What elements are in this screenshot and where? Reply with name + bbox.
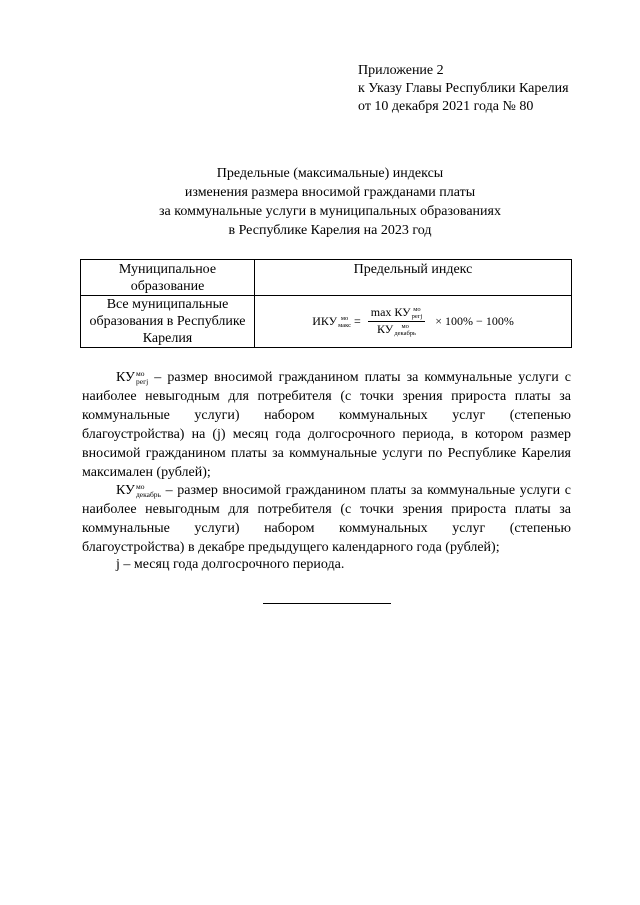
formula-den-sup: мо <box>401 323 409 331</box>
formula-numerator <box>368 306 426 322</box>
formula-num-scripts <box>412 306 423 320</box>
index-formula <box>312 306 514 338</box>
header-limit-index: Предельный индекс <box>255 260 572 296</box>
definition-1 <box>82 368 571 482</box>
def2-sup: мо <box>135 481 145 491</box>
appendix-header <box>358 62 569 116</box>
appendix-line-1: Приложение 2 <box>358 63 444 78</box>
formula-den-sub: декабрь <box>394 330 416 338</box>
header-municipality: Муниципальное образование <box>81 260 255 296</box>
document-title <box>100 164 560 240</box>
def2-symbol-group <box>116 483 161 498</box>
formula-equals: = <box>353 314 361 328</box>
cell-municipality: Все муниципальные образования в Республике Карелия <box>81 296 255 348</box>
formula-num-sub: регj <box>411 313 423 320</box>
def1-symbol: КУ <box>116 370 135 385</box>
title-line-1: Предельные (максимальные) индексы <box>216 166 444 181</box>
formula-lhs: ИКУ <box>312 314 338 328</box>
formula-lhs-sup: мо <box>340 314 349 322</box>
def1-sub: регj <box>135 376 149 386</box>
formula-tail: × 100% − 100% <box>435 314 514 328</box>
formula-fraction <box>368 306 426 338</box>
appendix-line-3: от 10 декабря 2021 года № 80 <box>358 99 534 114</box>
formula-num-prefix: max КУ <box>370 304 411 319</box>
def2-symbol: КУ <box>116 483 135 498</box>
title-line-4: в Республике Карелия на 2023 год <box>228 223 432 238</box>
def2-text: – размер вносимой гражданином платы за коммунальные услуги с наиболее невыгодным для потребителя (с точки зрения прироста платы за коммунальные услуги) набором коммунальных услуг (степенью благоустройства) в декабре предыдущего календарного года (рублей); <box>82 483 571 555</box>
def2-scripts <box>136 483 161 499</box>
title-line-3: за коммунальные услуги в муниципальных образованиях <box>159 204 501 219</box>
cell-formula <box>255 296 572 348</box>
definition-3 <box>82 555 571 574</box>
definition-2 <box>82 481 571 557</box>
def1-text: – размер вносимой гражданином платы за коммунальные услуги с наиболее невыгодным для потребителя (с точки зрения прироста платы за коммунальные услуги) набором коммунальных услуг (степенью благоустройства) на (j) месяц года долгосрочного периода, в котором размер вносимой гражданином платы за коммунальные услуги по Республике Карелия максимален (рублей); <box>82 370 571 480</box>
def3-text: j – месяц года долгосрочного периода. <box>116 557 345 572</box>
formula-lhs-scripts <box>338 315 351 329</box>
closing-rule <box>263 603 391 604</box>
formula-den: КУ <box>377 322 394 336</box>
index-table <box>80 259 572 348</box>
def2-sub: декабрь <box>135 489 161 499</box>
formula-den-scripts <box>394 323 416 337</box>
formula-lhs-sub: макс <box>338 321 351 329</box>
def1-sup: мо <box>135 368 145 378</box>
table-row <box>81 296 572 348</box>
formula-denominator <box>374 322 419 337</box>
appendix-line-2: к Указу Главы Республики Карелия <box>358 81 569 96</box>
def1-scripts <box>136 370 148 386</box>
formula-num-sup: мо <box>413 306 421 313</box>
title-line-2: изменения размера вносимой гражданами платы <box>184 185 476 200</box>
table-header-row <box>81 260 572 296</box>
def1-symbol-group <box>116 370 148 385</box>
